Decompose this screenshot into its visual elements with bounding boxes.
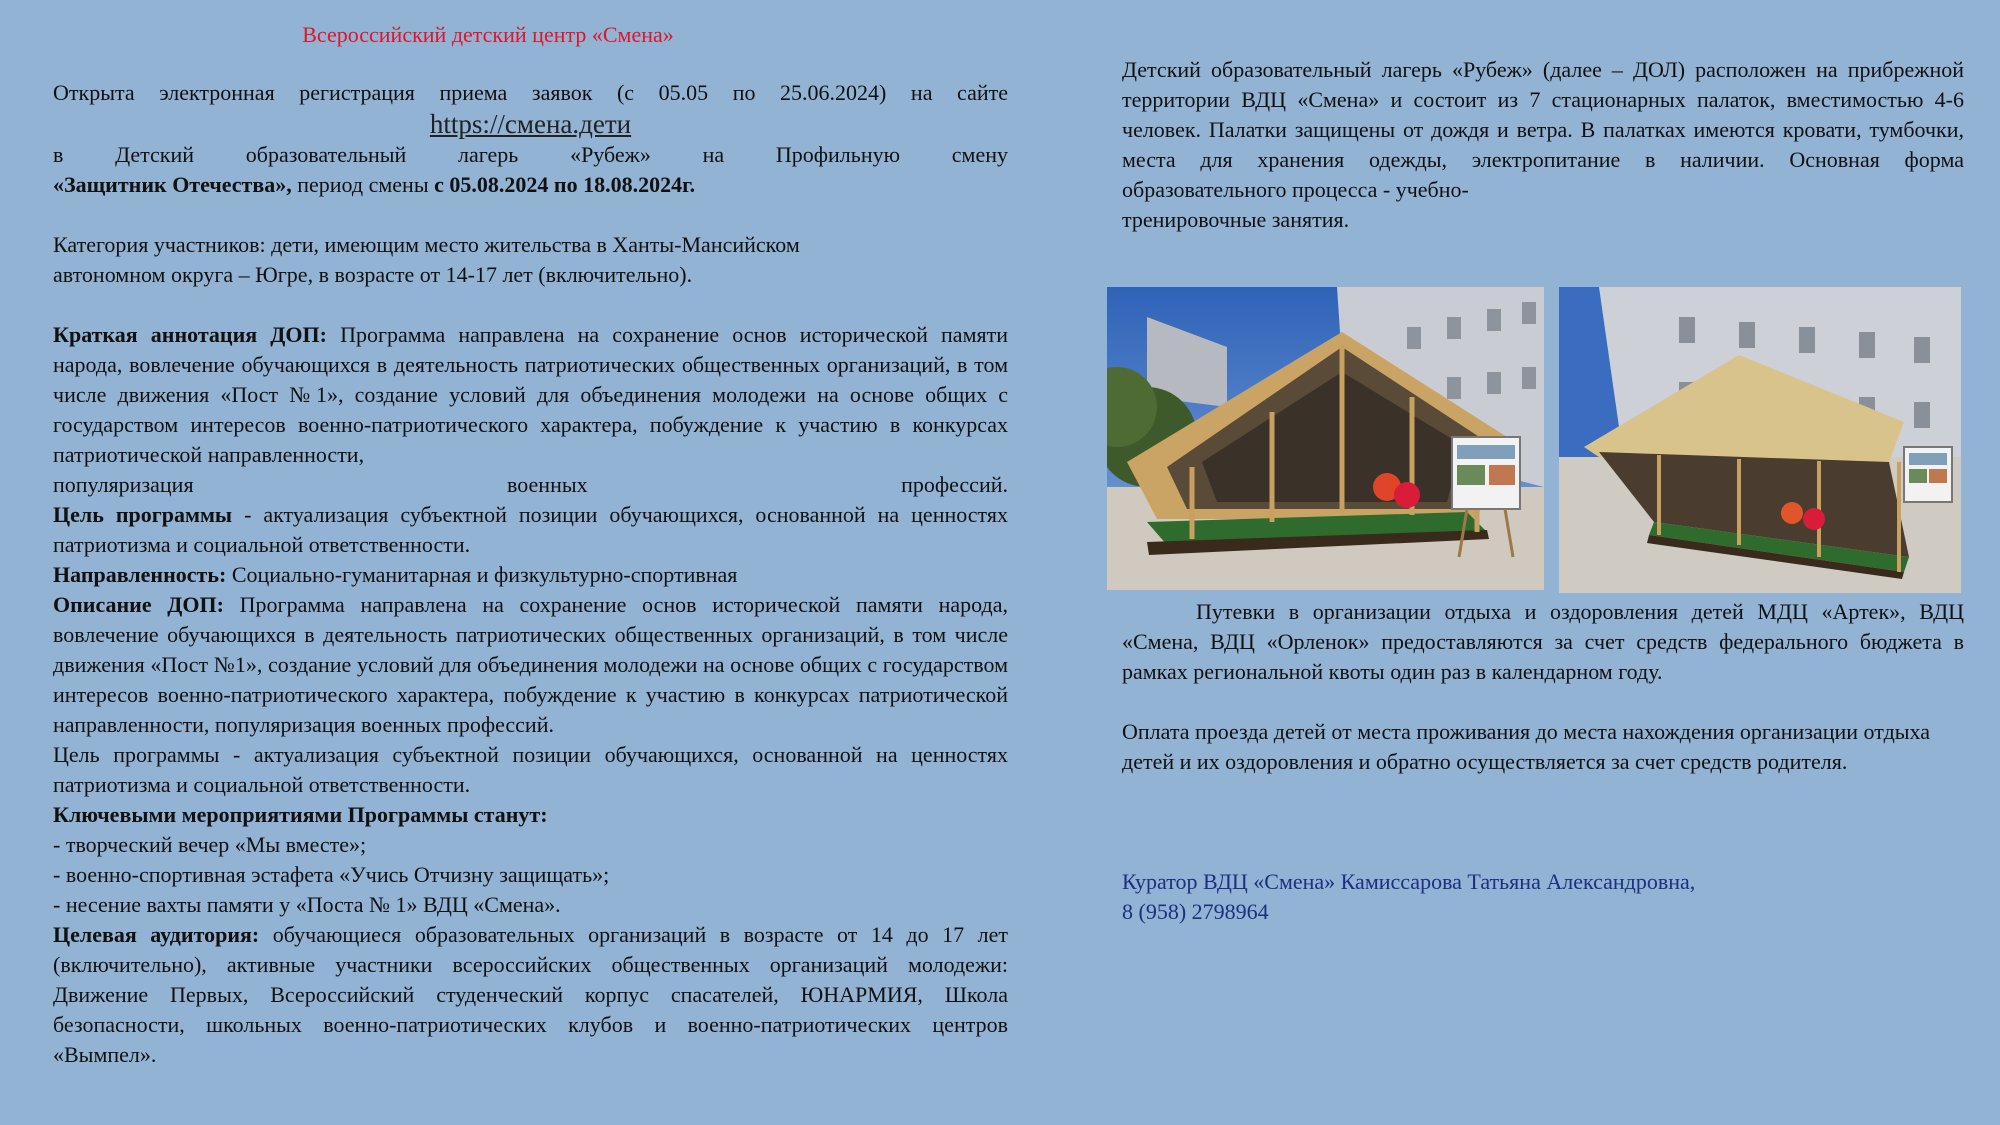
description-paragraph: Описание ДОП: Программа направлена на сохранение основ исторической памяти народа, вовлечение обучающихся в деятельность патриотических общественных организаций, в том числе движения «Пост №1», создание условий для объединения молодежи на основе общих с государством интересов военно-патриотического характера, побуждение к участию в конкурсах патриотической направленности, популяризация военных профессий. xyxy=(53,592,1008,737)
right-column xyxy=(1122,55,1964,235)
category-line-1: Категория участников: дети, имеющим место жительства в Ханты-Мансийском xyxy=(53,232,800,257)
annotation-last-line: популяризация военных профессий. xyxy=(53,472,1008,497)
event-item-3: - несение вахты памяти у «Поста № 1» ВДЦ «Смена». xyxy=(53,892,561,917)
audience-paragraph: Целевая аудитория: обучающиеся образовательных организаций в возрасте от 14 до 17 лет (включительно), активные участники всероссийских общественных организаций молодежи: Движение Первых, Всероссийский студенческий корпус спасателей, ЮНАРМИЯ, Школа безопасности, школьных военно-патриотических клубов и военно-патриотических центров «Вымпел». xyxy=(53,922,1008,1067)
camp-description-last: тренировочные занятия. xyxy=(1122,207,1350,232)
events-heading: Ключевыми мероприятиями Программы станут: xyxy=(53,802,548,827)
site-link[interactable]: https://смена.дети xyxy=(429,109,632,139)
camp-line: в Детский образовательный лагерь «Рубеж» на Профильную смену xyxy=(53,142,1008,167)
shift-line: «Защитник Отечества», период смены с 05.08.2024 по 18.08.2024г. xyxy=(53,172,696,197)
goal2-paragraph: Цель программы - актуализация субъектной позиции обучающихся, основанной на ценностях патриотизма и социальной ответственности. xyxy=(53,742,1008,797)
vouchers-paragraph: Путевки в организации отдыха и оздоровления детей МДЦ «Артек», ВДЦ «Смена, ВДЦ «Орленок» предоставляются за счет средств федерального бюджета в рамках региональной квоты один раз в календарном году. xyxy=(1122,599,1964,684)
category-line-2: автономном округа – Югре, в возрасте от 14-17 лет (включительно). xyxy=(53,262,693,287)
tent-photo-side xyxy=(1559,287,1961,593)
direction-line: Направленность: Социально-гуманитарная и физкультурно-спортивная xyxy=(53,562,738,587)
registration-line: Открыта электронная регистрация приема заявок (с 05.05 по 25.06.2024) на сайте xyxy=(53,80,1008,105)
page-title: Всероссийский детский центр «Смена» xyxy=(302,22,674,47)
travel-paragraph: Оплата проезда детей от места проживания до места нахождения организации отдыха детей и их оздоровления и обратно осуществляется за счет средств родителя. xyxy=(1122,719,1931,774)
tent-photo-front xyxy=(1107,287,1544,590)
camp-description: Детский образовательный лагерь «Рубеж» (далее – ДОЛ) расположен на прибрежной территории ВДЦ «Смена» и состоит из 7 стационарных палаток, вместимостью 4-6 человек. Палатки защищены от дождя и ветра. В палатках имеются кровати, тумбочки, места для хранения одежды, электропитание в наличии. Основная форма образовательного процесса - учебно- xyxy=(1122,57,1964,202)
right-lower xyxy=(1122,597,1964,927)
photo-gallery xyxy=(1107,287,1960,593)
curator-name: Куратор ВДЦ «Смена» Камиссарова Татьяна Александровна, xyxy=(1122,869,1696,894)
event-item-1: - творческий вечер «Мы вместе»; xyxy=(53,832,367,857)
curator-phone[interactable]: 8 (958) 2798964 xyxy=(1122,899,1269,924)
left-column xyxy=(53,20,1008,1070)
event-item-2: - военно-спортивная эстафета «Учись Отчизну защищать»; xyxy=(53,862,610,887)
goal-paragraph: Цель программы - актуализация субъектной позиции обучающихся, основанной на ценностях патриотизма и социальной ответственности. xyxy=(53,502,1008,557)
annotation-paragraph: Краткая аннотация ДОП: Программа направлена на сохранение основ исторической памяти народа, вовлечение обучающихся в деятельность патриотических общественных организаций, в том числе движения «Пост №1», создание условий для объединения молодежи на основе общих с государством интересов военно-патриотического характера, побуждение к участию в конкурсах патриотической направленности, xyxy=(53,322,1009,467)
